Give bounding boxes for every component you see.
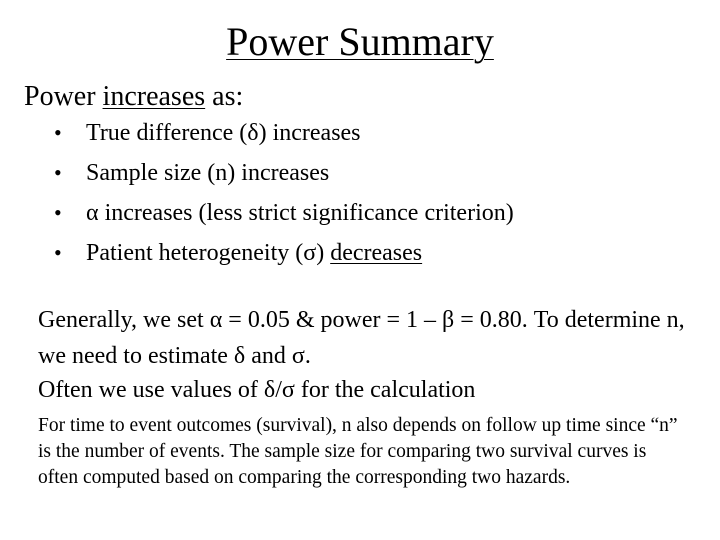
lead-prefix: Power [24, 81, 103, 112]
lead-line [24, 80, 243, 114]
bullet-list [48, 120, 688, 280]
bullet-dot-icon: • [54, 200, 62, 225]
bullet-item [48, 240, 688, 266]
bullet-text: Patient heterogeneity (σ) [86, 240, 331, 266]
survival-note: For time to event outcomes (survival), n also depends on follow up time since “n” is the number of events. The sample size for comparing two survival curves is often computed based on comparing the corresponding two hazards. [38, 415, 678, 488]
bullet-text: α increases (less strict significance criterion) [86, 200, 514, 226]
bullet-dot-icon: • [54, 120, 62, 145]
paragraph-settings: Generally, we set α = 0.05 & power = 1 – β = 0.80. To determine n, we need to estimate δ and σ. [38, 307, 685, 369]
slide-title [0, 14, 720, 70]
lead-suffix: as: [205, 81, 244, 112]
bullet-text: Sample size (n) increases [86, 160, 330, 186]
bullet-item [48, 160, 688, 186]
bullet-underlined-text: decreases [330, 240, 423, 266]
slide-title-text: Power Summary [226, 19, 494, 64]
bullet-dot-icon: • [54, 160, 62, 185]
paragraph-ratio: Often we use values of δ/σ for the calculation [38, 377, 476, 403]
lead-emphasis: increases [102, 81, 206, 112]
bullet-dot-icon: • [54, 240, 62, 265]
bullet-text: True difference (δ) increases [86, 120, 361, 146]
bullet-item [48, 120, 688, 146]
bullet-item [48, 200, 688, 226]
